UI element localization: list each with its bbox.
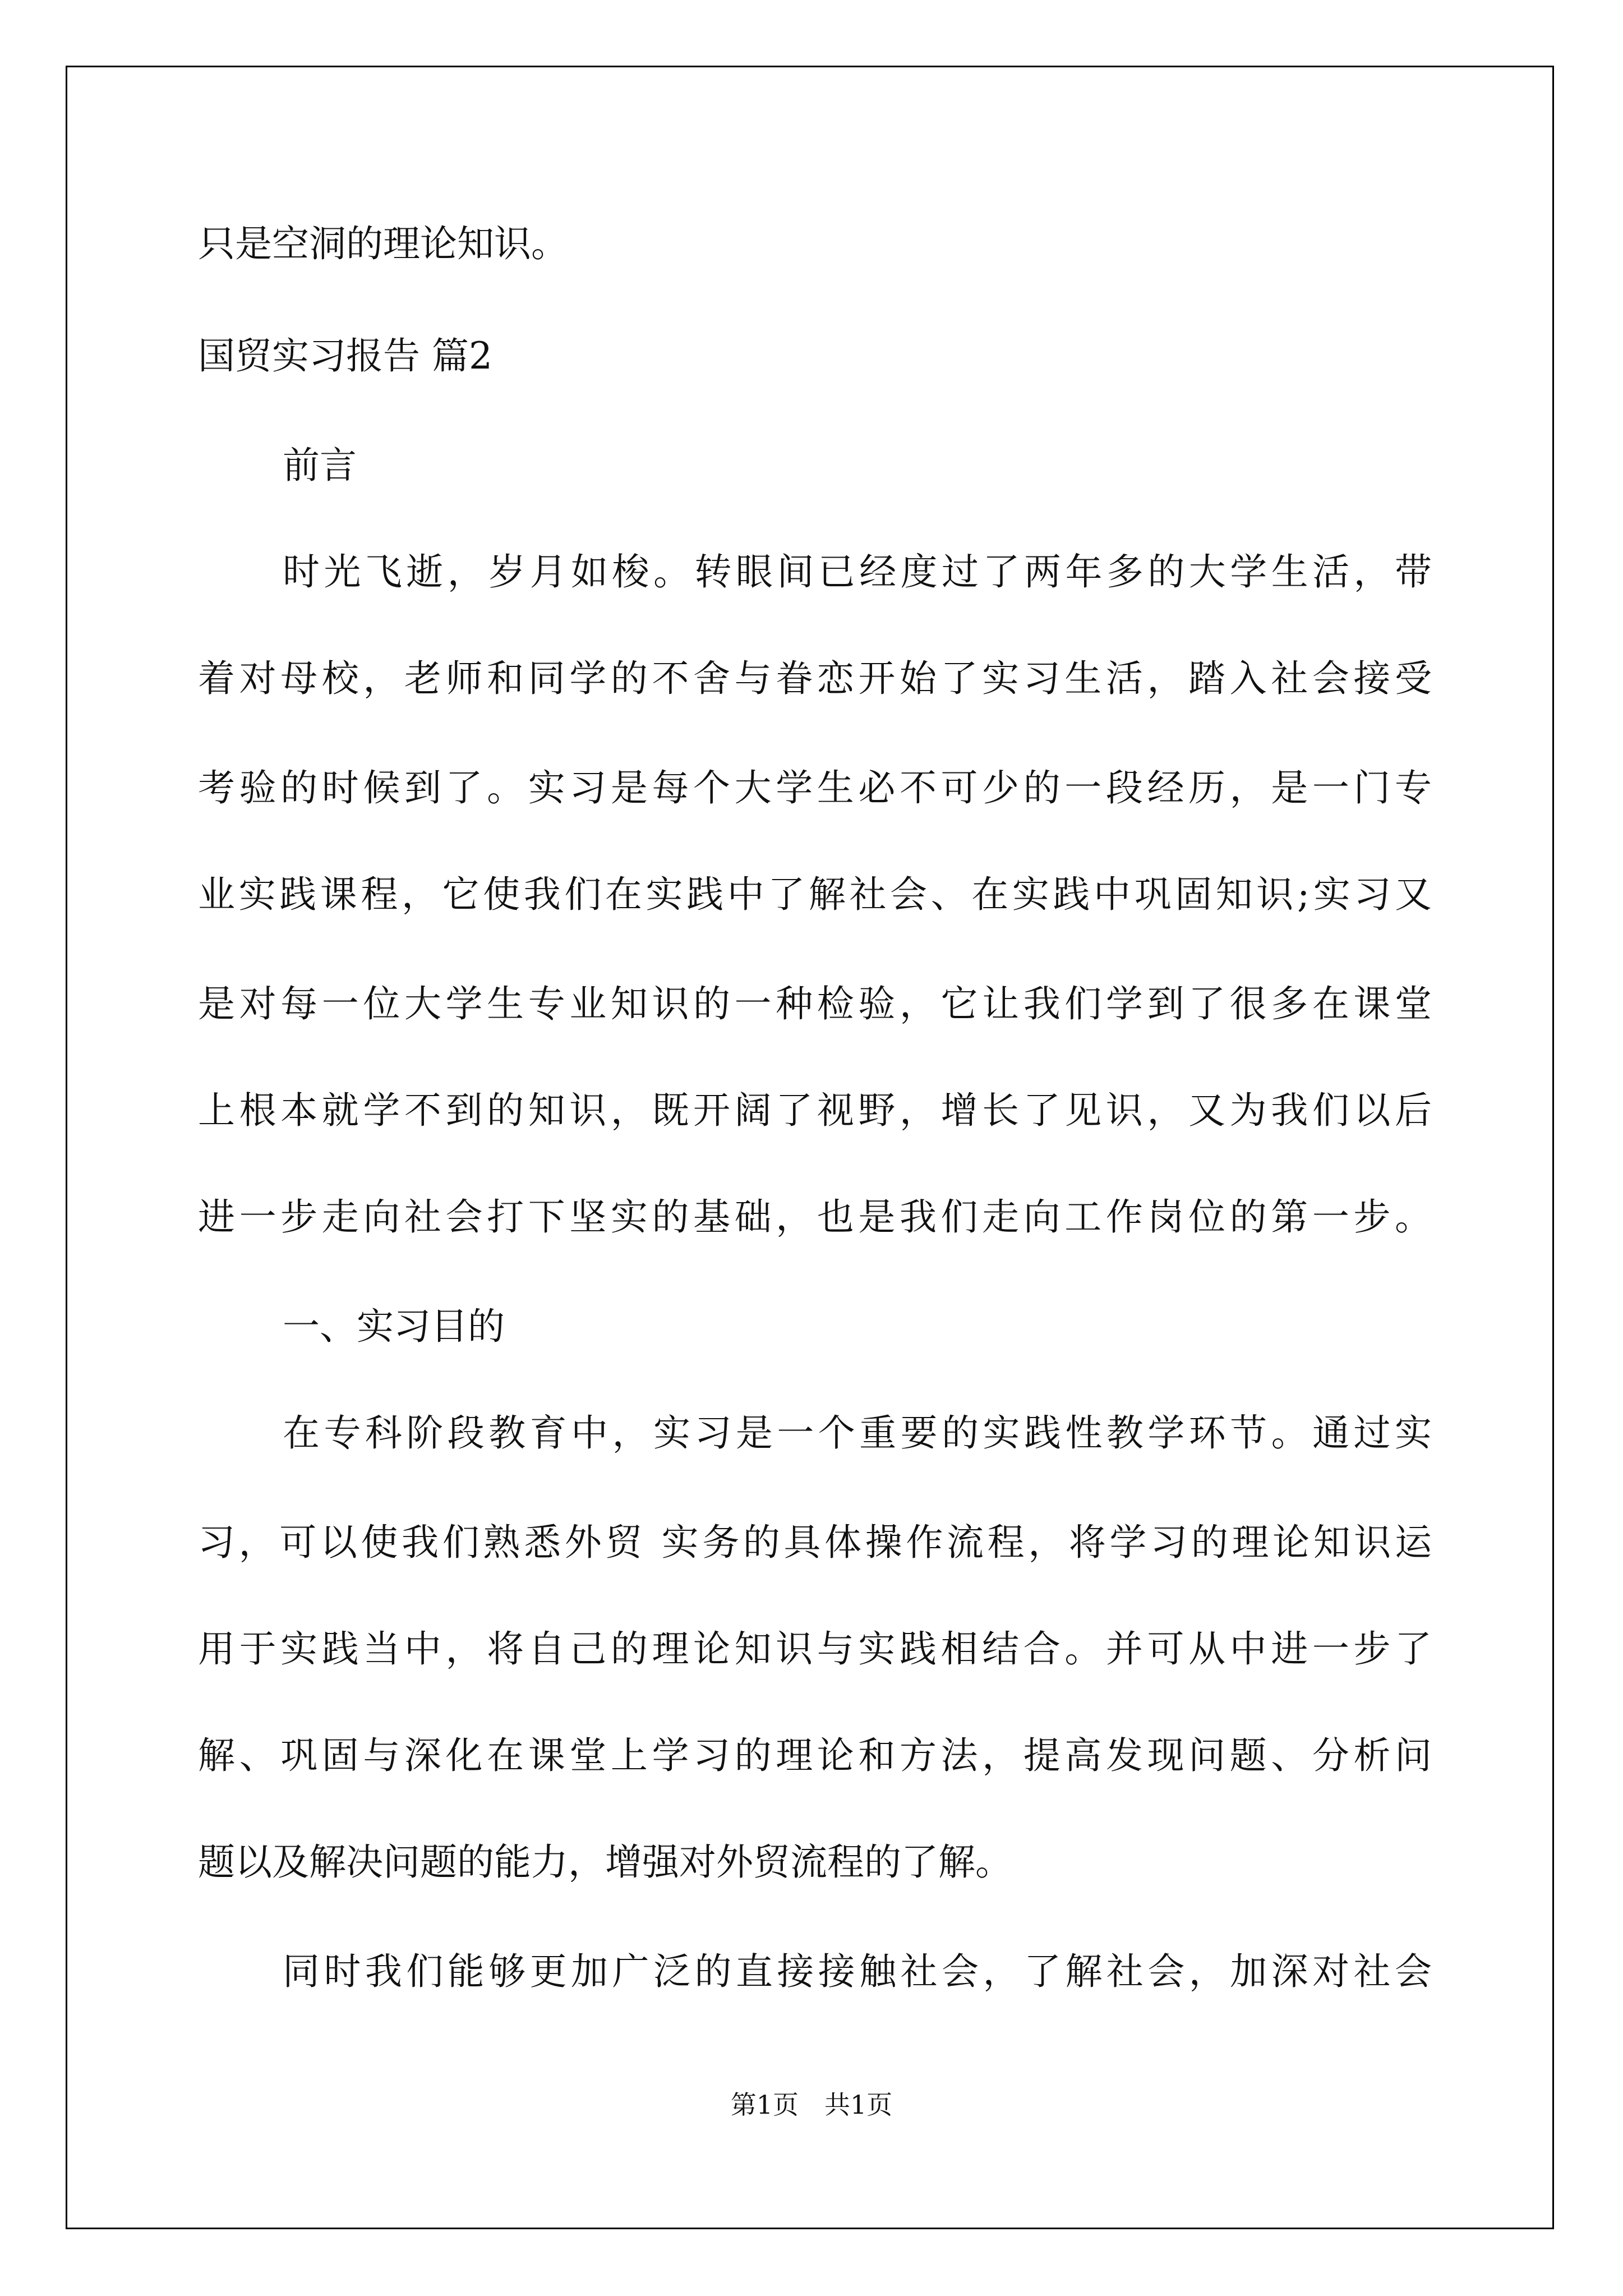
- text-line-5: 着对母校，老师和同学的不舍与眷恋开始了实习生活，踏入社会接受: [198, 657, 1432, 700]
- text-line-14: 用于实践当中，将自己的理论知识与实践相结合。并可从中进一步了: [198, 1627, 1432, 1671]
- subheading-preface: 前言: [283, 444, 357, 487]
- text-line-6: 考验的时候到了。实习是每个大学生必不可少的一段经历，是一门专: [198, 766, 1432, 809]
- page-footer: 第1页 共1页: [730, 2090, 893, 2120]
- text-line-4: 时光飞逝，岁月如梭。转眼间已经度过了两年多的大学生活，带: [283, 550, 1432, 593]
- text-line-15: 解、巩固与深化在课堂上学习的理论和方法，提高发现问题、分析问: [198, 1734, 1432, 1777]
- text-line-7: 业实践课程，它使我们在实践中了解社会、在实践中巩固知识;实习又: [198, 873, 1432, 916]
- subheading-objective: 一、实习目的: [283, 1305, 505, 1348]
- text-line-13: 习，可以使我们熟悉外贸 实务的具体操作流程，将学习的理论知识运: [198, 1521, 1432, 1564]
- text-line-1: 只是空洞的理论知识。: [198, 222, 568, 265]
- text-line-12: 在专科阶段教育中，实习是一个重要的实践性教学环节。通过实: [283, 1411, 1432, 1455]
- section-heading: 国贸实习报告 篇2: [198, 334, 492, 378]
- page-border: [66, 66, 1554, 2229]
- text-line-9: 上根本就学不到的知识，既开阔了视野，增长了见识，又为我们以后: [198, 1089, 1432, 1132]
- text-line-10: 进一步走向社会打下坚实的基础，也是我们走向工作岗位的第一步。: [198, 1195, 1432, 1239]
- text-line-17: 同时我们能够更加广泛的直接接触社会，了解社会，加深对社会: [283, 1950, 1432, 1993]
- text-line-16: 题以及解决问题的能力，增强对外贸流程的了解。: [198, 1841, 1012, 1884]
- text-line-8: 是对每一位大学生专业知识的一种检验，它让我们学到了很多在课堂: [198, 982, 1432, 1025]
